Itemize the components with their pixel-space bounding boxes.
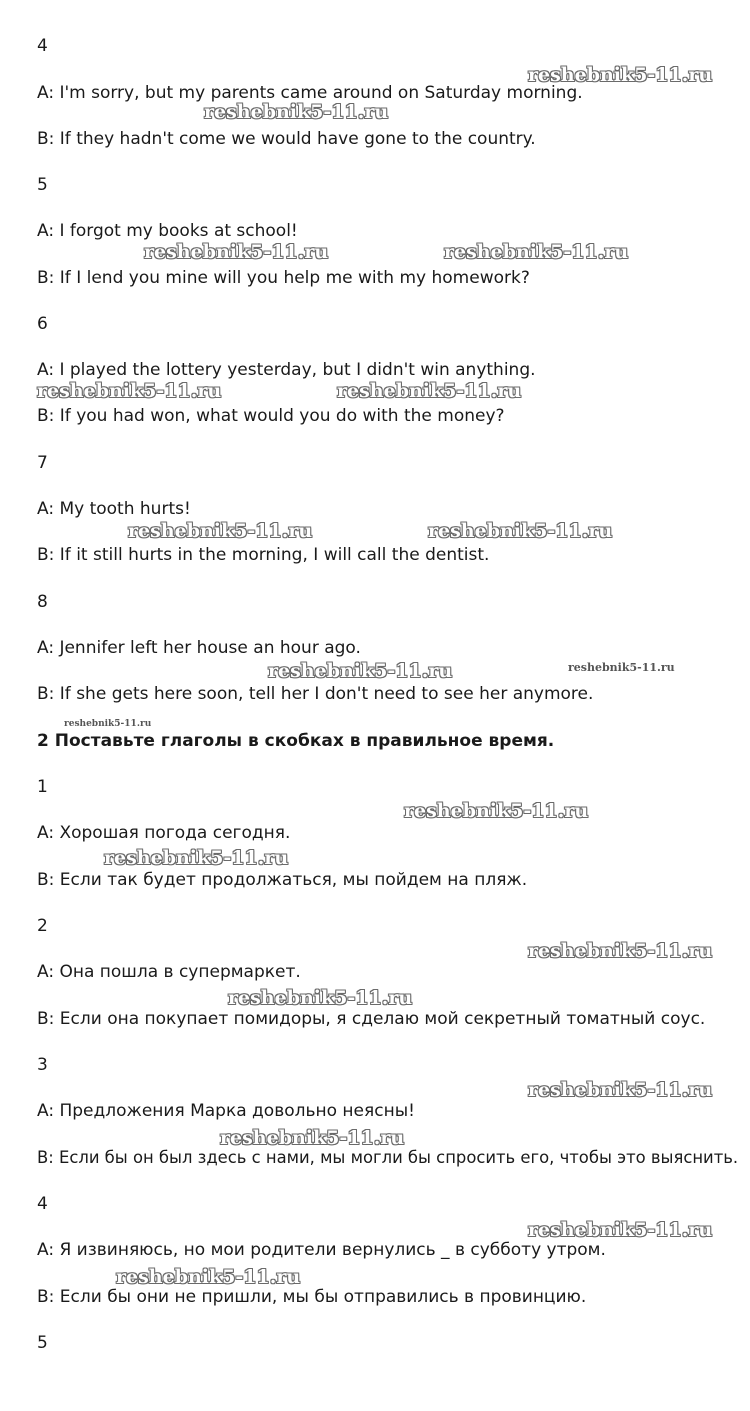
dialog-line-b: B: If you had won, what would you do with the money? — [37, 406, 505, 426]
watermark: reshebnik5-11.ru — [144, 241, 329, 263]
dialog-line-b: B: Если она покупает помидоры, я сделаю мой секретный томатный соус. — [37, 1009, 706, 1029]
dialog-line-a: A: I forgot my books at school! — [37, 221, 298, 241]
item-number-5: 5 — [37, 175, 48, 195]
watermark: reshebnik5-11.ru — [568, 661, 675, 674]
item-number-6: 6 — [37, 314, 48, 334]
watermark: reshebnik5-11.ru — [404, 800, 589, 822]
watermark: reshebnik5-11.ru — [220, 1127, 405, 1149]
watermark: reshebnik5-11.ru — [104, 847, 289, 869]
watermark: reshebnik5-11.ru — [64, 719, 152, 729]
watermark: reshebnik5-11.ru — [428, 520, 613, 542]
dialog-line-a: A: Она пошла в супермаркет. — [37, 962, 301, 982]
watermark: reshebnik5-11.ru — [116, 1266, 301, 1288]
item-number-5: 5 — [37, 1333, 48, 1353]
watermark: reshebnik5-11.ru — [37, 380, 222, 402]
dialog-line-b: B: Если бы он был здесь с нами, мы могли бы спросить его, чтобы это выяснить. — [37, 1148, 739, 1167]
item-number-8: 8 — [37, 592, 48, 612]
watermark: reshebnik5-11.ru — [528, 1079, 713, 1101]
item-number-2: 2 — [37, 916, 48, 936]
dialog-line-b: B: Если бы они не пришли, мы бы отправились в провинцию. — [37, 1287, 587, 1307]
watermark: reshebnik5-11.ru — [228, 987, 413, 1009]
watermark: reshebnik5-11.ru — [528, 1219, 713, 1241]
dialog-line-a: A: I played the lottery yesterday, but I didn't win anything. — [37, 360, 536, 380]
dialog-line-a: A: I'm sorry, but my parents came around on Saturday morning. — [37, 83, 583, 103]
dialog-line-a: A: Jennifer left her house an hour ago. — [37, 638, 361, 658]
watermark: reshebnik5-11.ru — [528, 940, 713, 962]
dialog-line-a: A: Предложения Марка довольно неясны! — [37, 1101, 415, 1121]
dialog-line-b: B: If they hadn't come we would have gone to the country. — [37, 129, 536, 149]
watermark: reshebnik5-11.ru — [268, 660, 453, 682]
item-number-7: 7 — [37, 453, 48, 473]
item-number-1: 1 — [37, 777, 48, 797]
dialog-line-b: B: Если так будет продолжаться, мы пойдем на пляж. — [37, 870, 528, 890]
watermark: reshebnik5-11.ru — [128, 520, 313, 542]
item-number-4: 4 — [37, 36, 48, 56]
dialog-line-a: A: Хорошая погода сегодня. — [37, 823, 291, 843]
dialog-line-b: B: If it still hurts in the morning, I will call the dentist. — [37, 545, 490, 565]
watermark: reshebnik5-11.ru — [444, 241, 629, 263]
watermark: reshebnik5-11.ru — [528, 64, 713, 86]
item-number-3: 3 — [37, 1055, 48, 1075]
watermark: reshebnik5-11.ru — [337, 380, 522, 402]
dialog-line-a: A: Я извиняюсь, но мои родители вернулись _ в субботу утром. — [37, 1240, 606, 1260]
section-heading: 2 Поставьте глаголы в скобках в правильное время. — [37, 731, 555, 751]
watermark: reshebnik5-11.ru — [204, 101, 389, 123]
dialog-line-a: A: My tooth hurts! — [37, 499, 191, 519]
dialog-line-b: B: If she gets here soon, tell her I don't need to see her anymore. — [37, 684, 594, 704]
item-number-4: 4 — [37, 1194, 48, 1214]
dialog-line-b: B: If I lend you mine will you help me with my homework? — [37, 268, 530, 288]
